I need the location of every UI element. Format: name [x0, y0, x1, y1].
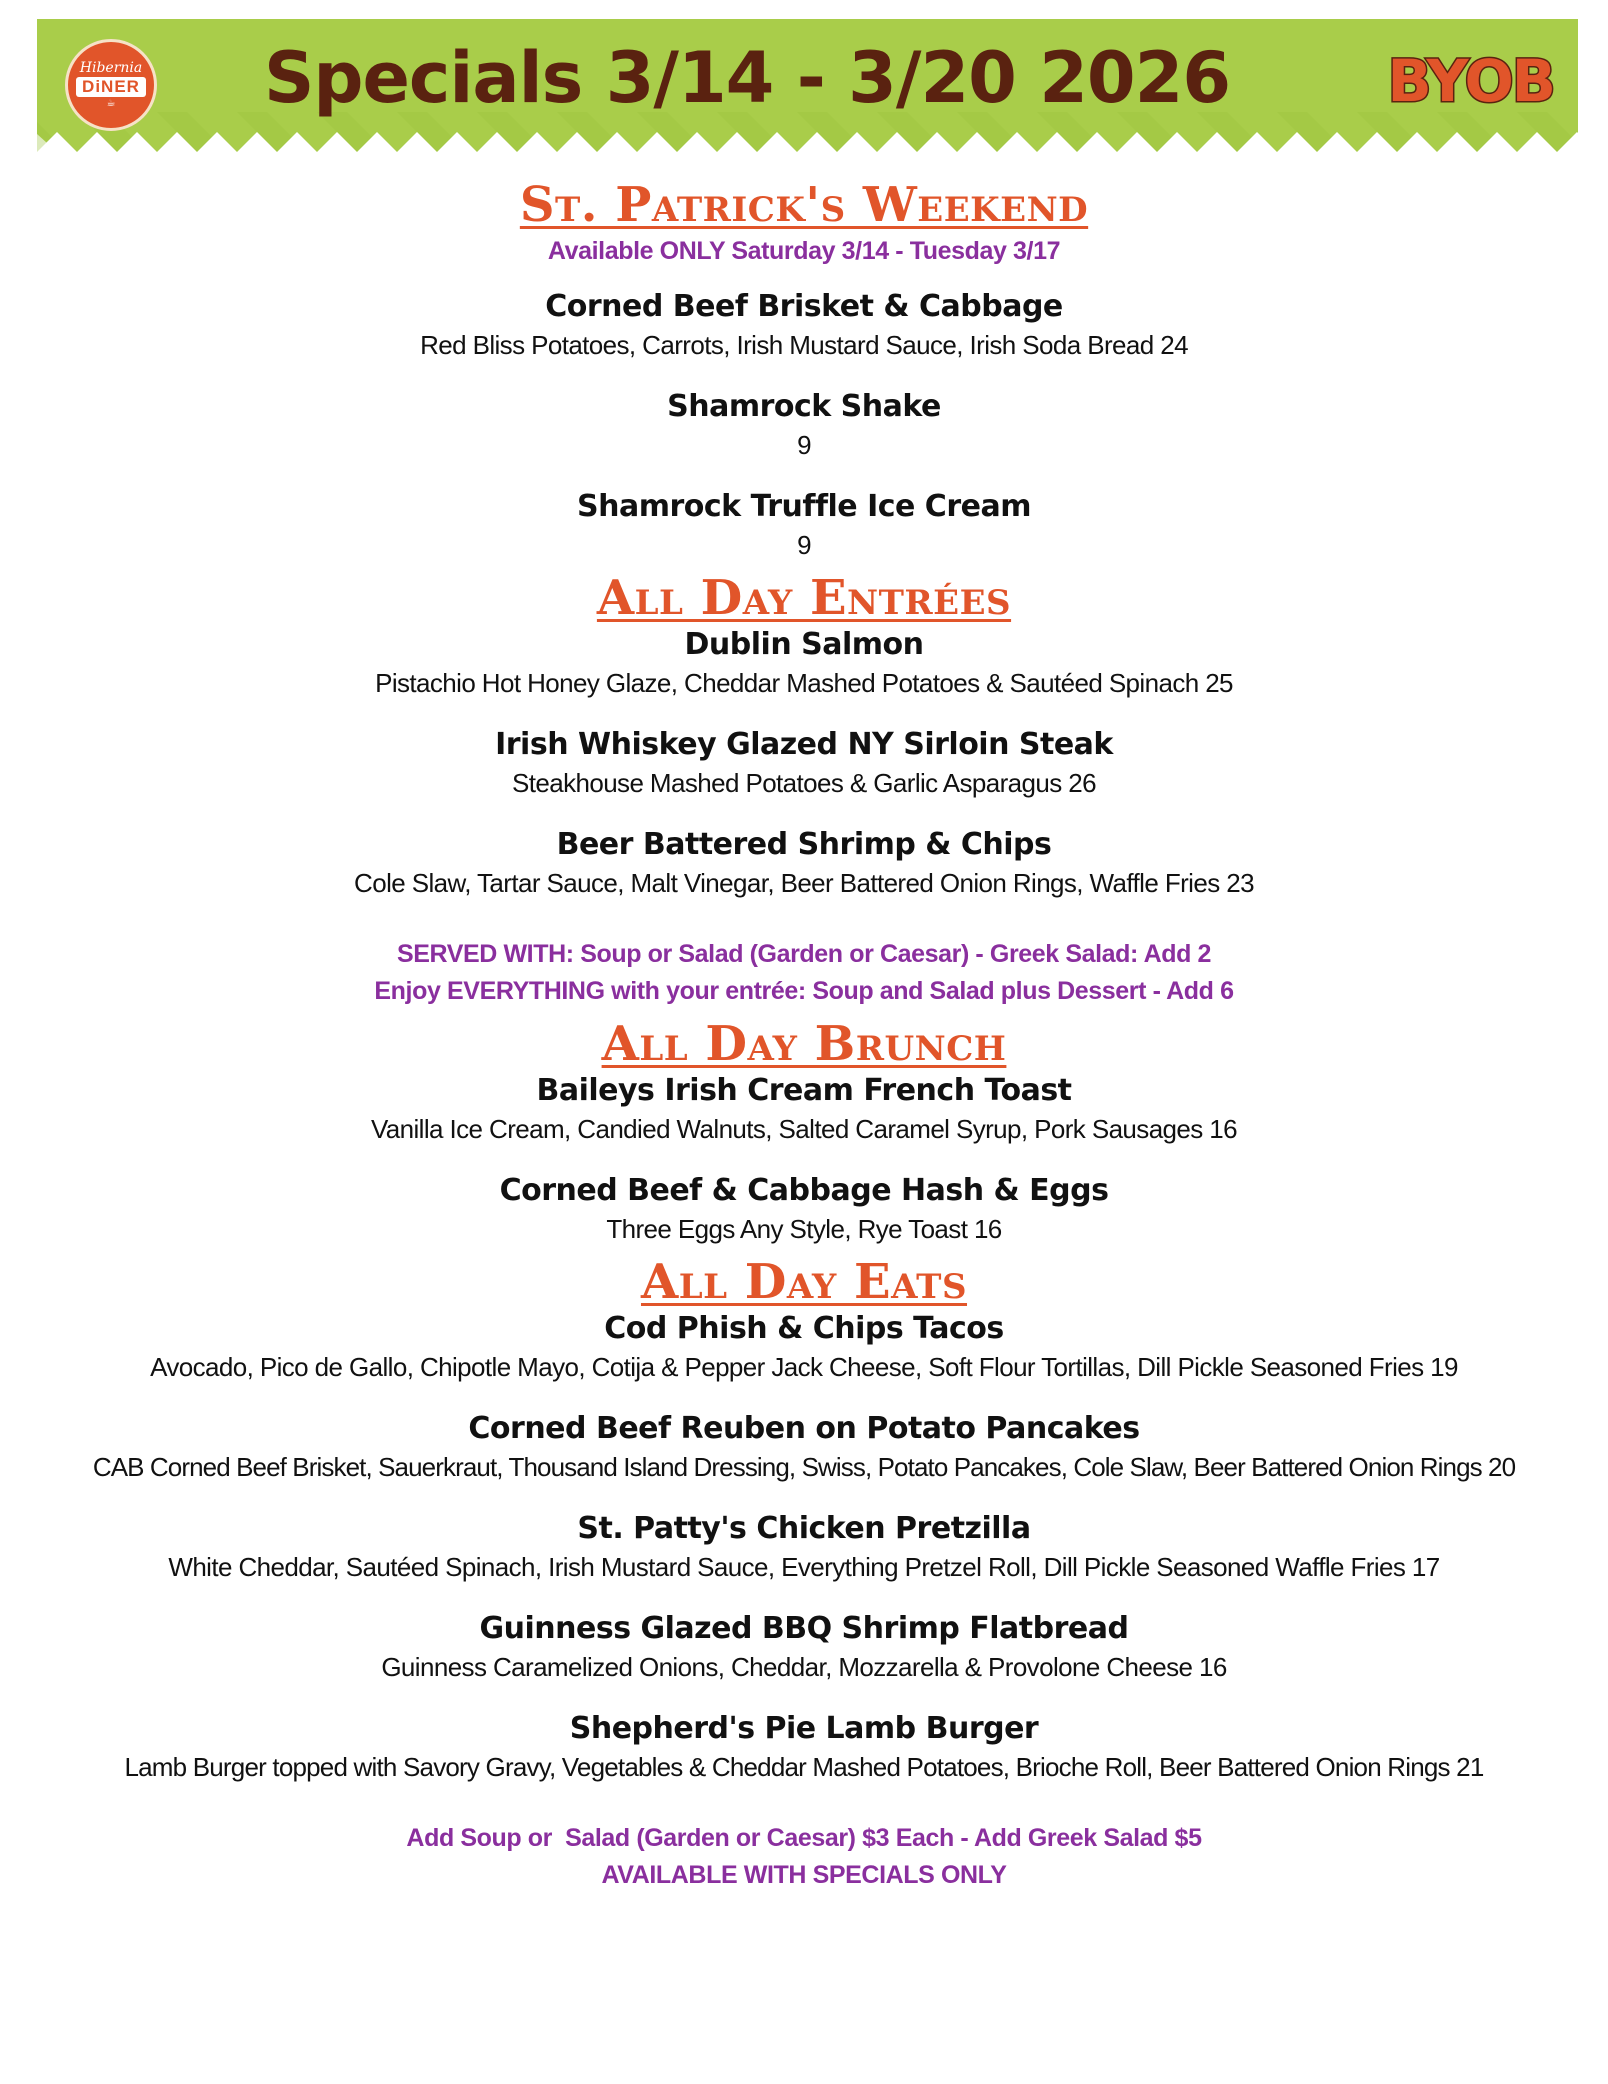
item-description: Vanilla Ice Cream, Candied Walnuts, Salted Caramel Syrup, Pork Sausages 16 [370, 1114, 1238, 1144]
page-title: Specials 3/14 - 3/20 2026 [263, 37, 1231, 119]
menu-item [0, 1172, 1608, 1248]
menu-item [0, 826, 1608, 902]
menu-content [0, 177, 1608, 1894]
item-name: Irish Whiskey Glazed NY Sirloin Steak [495, 727, 1113, 762]
item-name: Corned Beef Brisket & Cabbage [545, 289, 1063, 324]
menu-item [0, 1710, 1608, 1786]
menu-item [0, 1510, 1608, 1586]
header-banner [37, 19, 1578, 152]
item-description: CAB Corned Beef Brisket, Sauerkraut, Thousand Island Dressing, Swiss, Potato Pancakes, Cole Slaw, Beer Battered Onion Rings 20 [92, 1452, 1516, 1482]
item-name: Baileys Irish Cream French Toast [536, 1073, 1072, 1108]
item-name: Dublin Salmon [684, 627, 924, 662]
section-all-day-brunch [0, 1016, 1608, 1248]
menu-item [0, 488, 1608, 564]
menu-item [0, 1410, 1608, 1486]
item-name: Corned Beef Reuben on Potato Pancakes [468, 1411, 1140, 1446]
item-description: Red Bliss Potatoes, Carrots, Irish Mustard Sauce, Irish Soda Bread 24 [420, 330, 1188, 360]
coffee-cup-icon: ☕ [106, 98, 116, 110]
item-description: White Cheddar, Sautéed Spinach, Irish Mustard Sauce, Everything Pretzel Roll, Dill Pickle Seasoned Waffle Fries 17 [168, 1552, 1440, 1582]
item-name: Shamrock Shake [667, 389, 941, 424]
item-description: Steakhouse Mashed Potatoes & Garlic Asparagus 26 [511, 768, 1097, 798]
section-title: All Day Eats [640, 1254, 968, 1310]
menu-item [0, 288, 1608, 364]
entree-note: SERVED WITH: Soup or Salad (Garden or Caesar) - Greek Salad: Add 2 [396, 940, 1212, 968]
menu-item [0, 388, 1608, 464]
section-all-day-eats [0, 1254, 1608, 1894]
item-name: Shamrock Truffle Ice Cream [577, 489, 1031, 524]
item-name: Shepherd's Pie Lamb Burger [569, 1711, 1039, 1746]
item-price: 9 [797, 530, 811, 560]
item-name: Corned Beef & Cabbage Hash & Eggs [499, 1173, 1109, 1208]
menu-item [0, 726, 1608, 802]
menu-item [0, 626, 1608, 702]
section-title: St. Patrick's Weekend [519, 177, 1089, 233]
item-name: Guinness Glazed BBQ Shrimp Flatbread [479, 1611, 1129, 1646]
byob-badge: BYOB [1387, 47, 1554, 115]
item-name: Cod Phish & Chips Tacos [604, 1311, 1004, 1346]
eats-note: Add Soup or Salad (Garden or Caesar) $3 Each - Add Greek Salad $5 [406, 1824, 1202, 1852]
logo-wordmark: DiNER [76, 77, 146, 98]
item-description: Guinness Caramelized Onions, Cheddar, Mozzarella & Provolone Cheese 16 [381, 1652, 1227, 1682]
section-all-day-entrees [0, 570, 1608, 1010]
logo-script-text: Hibernia [79, 59, 143, 76]
item-description: Pistachio Hot Honey Glaze, Cheddar Mashed Potatoes & Sautéed Spinach 25 [375, 668, 1233, 698]
menu-item [0, 1610, 1608, 1686]
item-price: 9 [797, 430, 811, 460]
section-subtitle: Available ONLY Saturday 3/14 - Tuesday 3/17 [547, 237, 1061, 265]
entree-note: Enjoy EVERYTHING with your entrée: Soup and Salad plus Dessert - Add 6 [374, 977, 1234, 1005]
item-description: Lamb Burger topped with Savory Gravy, Vegetables & Cheddar Mashed Potatoes, Brioche Roll, Beer Battered Onion Rings 21 [124, 1752, 1484, 1782]
section-title: All Day Entrées [596, 570, 1012, 626]
item-name: St. Patty's Chicken Pretzilla [577, 1511, 1031, 1546]
item-description: Three Eggs Any Style, Rye Toast 16 [606, 1214, 1002, 1244]
section-st-patricks-weekend [0, 177, 1608, 564]
diner-logo [65, 39, 157, 131]
item-description: Cole Slaw, Tartar Sauce, Malt Vinegar, Beer Battered Onion Rings, Waffle Fries 23 [354, 868, 1254, 898]
item-name: Beer Battered Shrimp & Chips [556, 827, 1052, 862]
eats-note: AVAILABLE WITH SPECIALS ONLY [601, 1861, 1007, 1889]
menu-item [0, 1310, 1608, 1386]
item-description: Avocado, Pico de Gallo, Chipotle Mayo, Cotija & Pepper Jack Cheese, Soft Flour Tortillas, Dill Pickle Seasoned Fries 19 [150, 1352, 1458, 1382]
section-title: All Day Brunch [601, 1016, 1007, 1072]
menu-item [0, 1072, 1608, 1148]
